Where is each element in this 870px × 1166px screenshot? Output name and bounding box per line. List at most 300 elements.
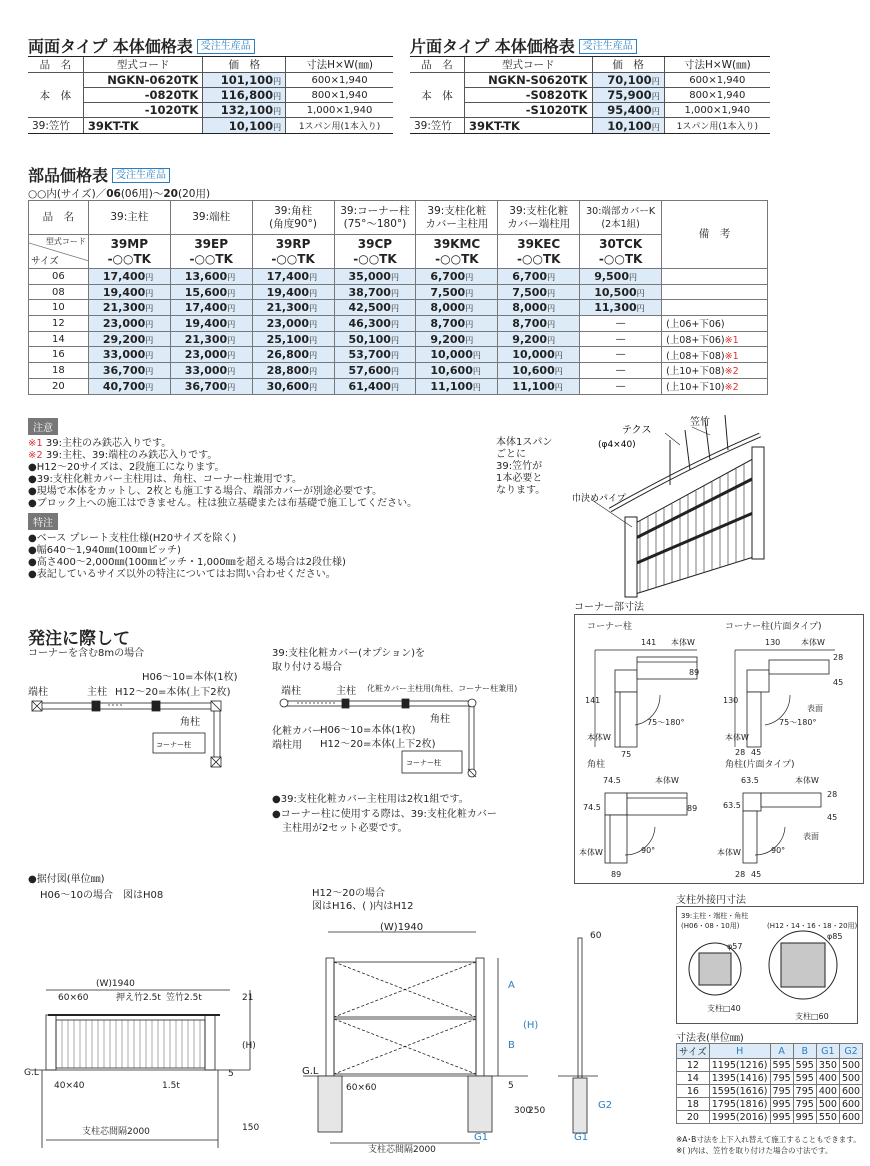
dim-body: [677, 1059, 863, 1124]
title-text: 部品価格表: [28, 166, 109, 185]
price: 7,500: [430, 285, 466, 299]
fig-dim: 支柱芯間隔2000: [368, 1145, 436, 1155]
price-cell: [498, 331, 580, 347]
price-cell: [334, 284, 416, 300]
order-right-caption: 取り付ける場合: [272, 662, 342, 673]
dim-label: 45: [833, 678, 844, 687]
dim-cell: 795: [770, 1072, 793, 1085]
yen-unit: 円: [465, 272, 474, 282]
title-text: 両面タイプ 本体価格表: [28, 37, 193, 56]
price-cell: [170, 284, 252, 300]
subtitle-text: (06用)〜: [120, 188, 164, 200]
yen-unit: 円: [390, 351, 399, 361]
model-code: NGKN-0620TK: [83, 73, 202, 88]
special-tag: 特注: [28, 513, 58, 530]
price-cell: [170, 269, 252, 285]
fig-dim: G.L: [24, 1068, 39, 1078]
price: 19,400: [184, 316, 228, 330]
price: 61,400: [348, 379, 391, 393]
dim-label: 89: [687, 804, 698, 813]
parts-title: [28, 163, 170, 186]
dim-cell: 400: [816, 1085, 839, 1098]
price: 10,600: [512, 363, 555, 377]
order-title: 発注に際して: [28, 629, 130, 649]
dim-label: 28: [735, 748, 746, 757]
phi-label: φ85: [827, 932, 843, 941]
fig-dim: 300: [514, 1106, 532, 1116]
yen-unit: 円: [145, 335, 154, 345]
price-cell: [88, 284, 170, 300]
dim-label: 本体W: [717, 848, 741, 857]
dim-label: 本体W: [579, 848, 603, 857]
fig-dim: G.L: [302, 1066, 319, 1077]
price-cell: [252, 269, 334, 285]
price-cell: [88, 331, 170, 347]
yen-unit: 円: [273, 107, 282, 116]
part-name: 39:主柱: [88, 201, 170, 235]
price-cell: [416, 363, 498, 379]
part-name: 30:端部カバーK (2本1組): [580, 201, 662, 235]
special-line: ●ベース プレート支柱仕様(H20サイズを除く): [28, 533, 237, 544]
price: 23,000: [102, 316, 146, 330]
kasatake-label: 笠竹: [690, 417, 710, 428]
price: 8,000: [430, 301, 466, 315]
yen-unit: 円: [547, 272, 556, 282]
price: 6,700: [430, 269, 466, 283]
table-row: [677, 1085, 863, 1098]
size-cell: 08: [29, 284, 89, 300]
corner-drawings: [575, 615, 865, 885]
dim-cell: 500: [816, 1098, 839, 1111]
table-row: [410, 103, 770, 118]
col-header: 価 格: [592, 57, 664, 73]
part-suffix: -○○TK: [435, 251, 479, 266]
model-code: -S0820TK: [465, 88, 592, 103]
dim-label: 75〜180°: [647, 718, 685, 727]
fig-dim: G1: [474, 1132, 489, 1143]
span-note-line: ごとに: [496, 449, 526, 460]
price-cell: [498, 316, 580, 332]
part-code: 39RP: [275, 236, 311, 251]
subtitle-text: 06: [106, 188, 121, 200]
dim-cell: 12: [677, 1059, 710, 1072]
circle-drawings: [677, 907, 859, 1025]
yen-unit: 円: [390, 304, 399, 314]
dim-cell: 795: [770, 1085, 793, 1098]
yen-unit: 円: [547, 288, 556, 298]
yen-unit: 円: [227, 319, 236, 329]
body-label: 本 体: [28, 73, 83, 118]
yen-unit: 円: [465, 319, 474, 329]
span-note-line: 本体1スパン: [496, 437, 553, 448]
dim-cell: 595: [793, 1059, 816, 1072]
dim-label: 75: [621, 750, 632, 759]
price: 23,000: [184, 348, 228, 362]
square-label: 支柱□60: [795, 1012, 829, 1021]
corner-label: コーナー柱: [156, 741, 191, 749]
price-cell: [416, 347, 498, 363]
dim-label: 63.5: [723, 801, 741, 810]
price: 53,700: [348, 348, 391, 362]
price-cell: [170, 331, 252, 347]
table-row: [28, 118, 393, 134]
yen-unit: 円: [465, 288, 474, 298]
price-cell: [88, 269, 170, 285]
note-line: [28, 498, 417, 510]
dim-label: 63.5: [741, 776, 759, 785]
note-mark: ※1: [28, 438, 43, 449]
dim-label: 28: [833, 653, 844, 662]
parts-price-table: [28, 200, 768, 395]
table-row: [29, 316, 768, 332]
price: 17,400: [266, 269, 310, 283]
yen-unit: 円: [636, 304, 645, 314]
pipe-label: 巾決めパイプ: [572, 494, 626, 504]
part-code: 39EP: [194, 236, 229, 251]
col-header: H: [709, 1044, 770, 1059]
fig-dim: (H): [242, 1041, 256, 1051]
model-code: -S1020TK: [465, 103, 592, 118]
dim-label: 28: [735, 870, 746, 879]
price-cell: [88, 300, 170, 316]
main-post-label: 主柱: [336, 686, 356, 697]
price: 40,700: [102, 379, 146, 393]
yen-unit: 円: [547, 319, 556, 329]
price: 35,000: [348, 269, 391, 283]
fig-mid-caption: H12〜20の場合: [312, 888, 385, 899]
part-code: 39CP: [357, 236, 393, 251]
dim-cell: 550: [816, 1111, 839, 1124]
order-bullet: ●39:支柱化粧カバー主柱用は2枚1組です。: [272, 794, 469, 805]
corner-caption: 角柱(片面タイプ): [725, 760, 795, 770]
yen-unit: 円: [273, 92, 282, 101]
double-price-table: [28, 56, 393, 134]
yen-unit: 円: [227, 382, 236, 392]
remark-cell: [662, 331, 768, 347]
yen-unit: 円: [309, 382, 318, 392]
yen-unit: 円: [465, 335, 474, 345]
price-cell: [580, 284, 662, 300]
note-text: ●39:支柱化粧カバー主柱用は、角柱、コーナー柱兼用です。: [28, 474, 303, 485]
table-row: [677, 1059, 863, 1072]
price: 46,300: [348, 316, 391, 330]
order-right-line: H06〜10=本体(1枚): [320, 725, 416, 736]
price: 10,500: [594, 285, 637, 299]
price: 6,700: [512, 269, 548, 283]
price-cell: —: [580, 347, 662, 363]
price-cell: [334, 316, 416, 332]
corner-box: [574, 614, 864, 884]
col-header: A: [770, 1044, 793, 1059]
price: 19,400: [102, 285, 146, 299]
price-cell: [252, 316, 334, 332]
table-row: [29, 331, 768, 347]
size: 600×1,940: [664, 73, 770, 88]
dim-cell: 600: [839, 1085, 862, 1098]
price: 28,800: [266, 363, 310, 377]
size: 1,000×1,940: [664, 103, 770, 118]
price-cell: —: [580, 316, 662, 332]
note-text: 39:主柱、39:端柱のみ鉄芯入りです。: [42, 450, 218, 461]
size-header: サイズ: [31, 256, 59, 267]
price-cell: —: [580, 363, 662, 379]
fig-dim: 150: [242, 1123, 260, 1133]
price: 8,700: [512, 316, 548, 330]
yen-unit: 円: [472, 351, 481, 361]
price-cell: [170, 316, 252, 332]
dim-label: 89: [689, 668, 700, 677]
notes-tag: 注意: [28, 418, 58, 435]
fig-left-caption: H06〜10の場合 図はH08: [40, 890, 164, 901]
order-right-caption: 39:支柱化粧カバー(オプション)を: [272, 648, 425, 659]
fig-dim: (W)1940: [96, 979, 135, 989]
yen-unit: 円: [554, 382, 563, 392]
price: 95,400: [607, 103, 652, 117]
model-code: -0820TK: [83, 88, 202, 103]
dim-label: 45: [827, 813, 838, 822]
corner-label: コーナー柱: [406, 759, 441, 767]
part-suffix: -○○TK: [189, 251, 233, 266]
single-table-title: [410, 34, 637, 57]
remark-cell: [662, 378, 768, 394]
note-mark: ※2: [28, 450, 43, 461]
part-name: 39:角柱 (角度90°): [252, 201, 334, 235]
price: 7,500: [512, 285, 548, 299]
cover-end-label: 端柱用: [272, 740, 302, 751]
notes-section: [28, 418, 417, 581]
yen-unit: 円: [309, 288, 318, 298]
part-suffix: -○○TK: [271, 251, 315, 266]
table-row: [28, 103, 393, 118]
yen-unit: 円: [145, 382, 154, 392]
col-header: 品 名: [410, 57, 465, 73]
fig-dim: 60×60: [58, 993, 89, 1003]
dim-note: ※( )内は、笠竹を取り付けた場合の寸法です。: [676, 1146, 833, 1155]
part-code: 30TCK: [599, 236, 643, 251]
remark-mark: ※1: [724, 335, 739, 347]
note-line: [28, 474, 417, 486]
price: 9,200: [430, 332, 466, 346]
yen-unit: 円: [309, 366, 318, 376]
yen-unit: 円: [273, 122, 282, 132]
cover-end-label: 化粧カバー: [272, 726, 322, 737]
price: 10,100: [228, 118, 274, 133]
yen-unit: 円: [145, 304, 154, 314]
item-name: 39:笠竹: [28, 118, 83, 134]
phi-label: φ57: [727, 942, 743, 951]
dim-cell: 350: [816, 1059, 839, 1072]
dim-cell: 16: [677, 1085, 710, 1098]
subtitle-text: (20用): [178, 188, 211, 200]
price: 42,500: [348, 301, 391, 315]
col-header: サイズ: [677, 1044, 710, 1059]
price-cell: [498, 300, 580, 316]
size: 1,000×1,940: [286, 103, 393, 118]
price-cell: [170, 363, 252, 379]
col-header: 寸法H×W(㎜): [286, 57, 393, 73]
order-bullet: 主柱用が2セット必要です。: [282, 823, 408, 834]
single-price-table: [410, 56, 770, 134]
yen-unit: 円: [465, 304, 474, 314]
order-left-diagram: [28, 695, 238, 775]
size: 800×1,940: [286, 88, 393, 103]
circle-box: [676, 906, 858, 1024]
fig-dim: 笠竹2.5t: [166, 993, 202, 1003]
table-row: [29, 363, 768, 379]
note-text: ●H12〜20サイズは、2段施工になります。: [28, 462, 225, 473]
yen-unit: 円: [651, 92, 660, 101]
price-cell: [170, 378, 252, 394]
dim-label: 28: [827, 790, 838, 799]
note-line: [28, 486, 417, 498]
price: 33,000: [184, 363, 228, 377]
remark-mark: ※2: [724, 382, 739, 394]
price-cell: [88, 347, 170, 363]
special-line: ●高さ400〜2,000㎜(100㎜ピッチ・1,000㎜を超える場合は2段仕様): [28, 557, 346, 568]
made-to-order-tag: 受注生産品: [197, 39, 255, 54]
table-row: [29, 284, 768, 300]
price: 29,200: [102, 332, 146, 346]
circle-caption: (H06・08・10用): [681, 922, 740, 930]
yen-unit: 円: [554, 351, 563, 361]
fig-dim: 60×60: [346, 1083, 377, 1093]
price: 36,700: [184, 379, 228, 393]
yen-unit: 円: [390, 335, 399, 345]
end-post-label: 端柱: [281, 686, 301, 697]
yen-unit: 円: [472, 366, 481, 376]
col-header: G2: [839, 1044, 862, 1059]
table-row: [29, 269, 768, 285]
corner-title: コーナー部寸法: [574, 602, 644, 613]
price: 101,100: [220, 73, 274, 87]
tex-size: (φ4×40): [598, 440, 636, 450]
yen-unit: 円: [309, 272, 318, 282]
price: 10,000: [512, 348, 555, 362]
table-row: [29, 378, 768, 394]
table-row: [410, 88, 770, 103]
size-cell: 14: [29, 331, 89, 347]
dim-cell: 600: [839, 1111, 862, 1124]
fig-dim: B: [508, 1040, 515, 1051]
single-table-section: [410, 34, 637, 57]
price: 36,700: [102, 363, 146, 377]
price-cell: [580, 269, 662, 285]
yen-unit: 円: [472, 382, 481, 392]
fig-dim: A: [508, 980, 515, 991]
yen-unit: 円: [309, 335, 318, 345]
yen-unit: 円: [227, 335, 236, 345]
yen-unit: 円: [227, 351, 236, 361]
yen-unit: 円: [309, 351, 318, 361]
dim-table-title: 寸法表(単位㎜): [676, 1033, 744, 1044]
yen-unit: 円: [390, 319, 399, 329]
price: 10,100: [607, 118, 652, 133]
size-cell: 10: [29, 300, 89, 316]
dim-cell: 995: [770, 1098, 793, 1111]
part-name: 39:支柱化粧 カバー端柱用: [498, 201, 580, 235]
price-cell: [416, 284, 498, 300]
dim-cell: 995: [793, 1111, 816, 1124]
dim-cell: 500: [839, 1072, 862, 1085]
remark: (上06+下06): [666, 319, 725, 331]
yen-unit: 円: [651, 77, 660, 86]
price: 23,000: [266, 316, 310, 330]
size-cell: 16: [29, 347, 89, 363]
price: 25,100: [266, 332, 310, 346]
yen-unit: 円: [390, 382, 399, 392]
price: 21,300: [102, 301, 146, 315]
model-code: NGKN-S0620TK: [465, 73, 592, 88]
subtitle-text: 20: [163, 188, 178, 200]
fig-dim: 5: [508, 1081, 514, 1091]
part-code: 39KMC: [433, 236, 481, 251]
corner-caption: コーナー柱: [587, 622, 633, 632]
col-header: 型式コード: [83, 57, 202, 73]
dim-label: 45: [751, 748, 762, 757]
col-header: B: [793, 1044, 816, 1059]
yen-unit: 円: [554, 366, 563, 376]
fig-dim: 21: [242, 993, 254, 1003]
span-note-line: 39:笠竹が: [496, 461, 543, 472]
yen-unit: 円: [227, 304, 236, 314]
fig-dim: 60: [590, 931, 602, 941]
span-note: [496, 437, 552, 497]
fig-mid-caption: 図はH16、( )内はH12: [312, 901, 414, 912]
part-name: 39:支柱化粧 カバー主柱用: [416, 201, 498, 235]
main-post-label: 主柱: [87, 687, 107, 698]
size-cell: 12: [29, 316, 89, 332]
price-cell: —: [580, 378, 662, 394]
dim-label: 89: [611, 870, 622, 879]
parts-subtitle: [28, 186, 210, 201]
order-right-diagram: [272, 693, 492, 783]
remark-cell: [662, 347, 768, 363]
remark: (上10+下10): [666, 382, 725, 394]
dim-cell: 1395(1416): [709, 1072, 770, 1085]
order-right-line: H12〜20=本体(上下2枚): [320, 739, 436, 750]
dim-cell: 400: [816, 1072, 839, 1085]
double-table-title: [28, 34, 255, 57]
dim-cell: 1595(1616): [709, 1085, 770, 1098]
table-row: [410, 118, 770, 134]
fig-dim: (W)1940: [380, 922, 424, 933]
remark: (上10+下08): [666, 366, 725, 378]
yen-unit: 円: [145, 288, 154, 298]
fig-dim: G1: [574, 1132, 589, 1143]
part-name: 39:コーナー柱 (75°〜180°): [334, 201, 416, 235]
table-row: [29, 300, 768, 316]
dim-label: 表面: [803, 832, 819, 841]
table-row: [677, 1072, 863, 1085]
end-post-label: 端柱: [28, 687, 48, 698]
dim-cell: 1795(1816): [709, 1098, 770, 1111]
price-cell: [416, 316, 498, 332]
dim-label: 本体W: [587, 733, 611, 742]
fig-dim: 40×40: [54, 1081, 85, 1091]
price-cell: [88, 316, 170, 332]
price-cell: [416, 331, 498, 347]
table-row: [677, 1098, 863, 1111]
dim-label: 75〜180°: [779, 718, 817, 727]
dim-label: 90°: [641, 846, 656, 855]
remark-cell: [662, 269, 768, 285]
col-header: 備 考: [662, 201, 768, 269]
part-suffix: -○○TK: [598, 251, 643, 266]
price-cell: [334, 347, 416, 363]
dim-label: 本体W: [725, 733, 749, 742]
price: 9,200: [512, 332, 548, 346]
price-cell: [334, 331, 416, 347]
